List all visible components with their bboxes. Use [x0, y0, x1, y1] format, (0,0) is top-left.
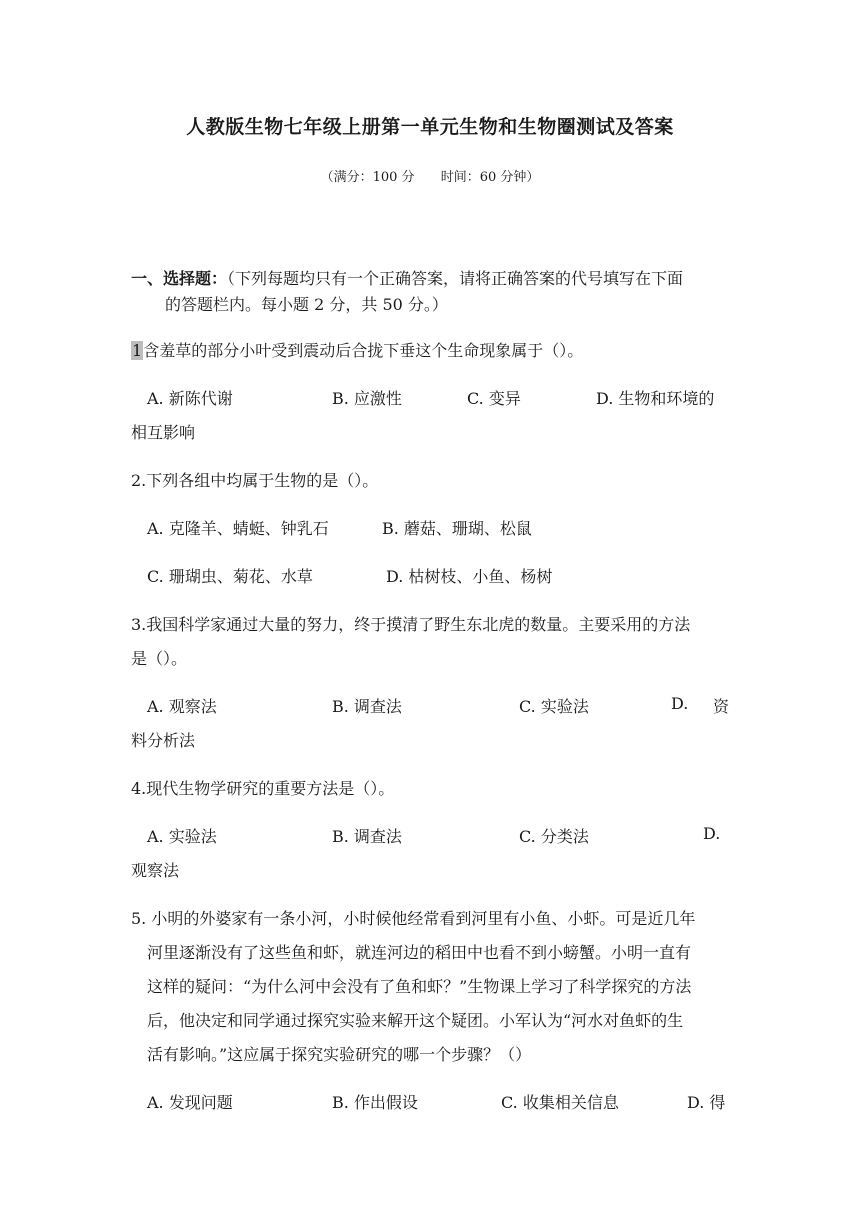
time-limit: 时间：60 分钟）	[440, 170, 540, 185]
q4-option-b: B. 调查法	[332, 827, 402, 846]
q4-option-d: D.	[703, 824, 721, 843]
question-3-cont: 是（）。	[131, 649, 188, 668]
question-5-line-4: 后，他决定和同学通过探究实验来解开这个疑团。小军认为“河水对鱼虾的生	[147, 1011, 684, 1030]
section-title: 一、选择题：	[131, 269, 228, 288]
q1-option-a: A. 新陈代谢	[147, 389, 233, 408]
question-3: 3.我国科学家通过大量的努力，终于摸清了野生东北虎的数量。主要采用的方法	[131, 615, 691, 634]
full-score: （满分：100 分	[320, 170, 415, 185]
q1-option-b: B. 应激性	[332, 389, 402, 408]
q4-option-wrap: 观察法	[131, 861, 180, 880]
q3-option-b: B. 调查法	[332, 697, 402, 716]
question-number: 1	[132, 341, 143, 360]
question-1	[131, 338, 583, 361]
document-title: 人教版生物七年级上册第一单元生物和生物圈测试及答案	[186, 116, 674, 138]
q1-option-c: C. 变异	[467, 389, 521, 408]
q3-option-a: A. 观察法	[147, 697, 217, 716]
q3-option-wrap: 料分析法	[131, 731, 196, 750]
q1-option-wrap: 相互影响	[131, 423, 196, 442]
q2-option-b: B. 蘑菇、珊瑚、松鼠	[382, 519, 532, 538]
q1-option-d: D. 生物和环境的	[596, 389, 715, 408]
q5-option-b: B. 作出假设	[332, 1093, 418, 1112]
question-text: 含羞草的部分小叶受到震动后合拢下垂这个生命现象属于（）。	[143, 341, 584, 360]
q5-option-d: D. 得	[687, 1093, 726, 1112]
q4-option-a: A. 实验法	[147, 827, 217, 846]
section-instruction-cont: 的答题栏内。每小题 2 分，共 50 分。）	[165, 295, 448, 314]
q3-option-c: C. 实验法	[519, 697, 589, 716]
score-time-info	[0, 166, 860, 185]
question-5-line-5: 活有影响。”这应属于探究实验研究的哪一个步骤？（）	[147, 1045, 532, 1064]
question-2: 2.下列各组中均属于生物的是（）。	[131, 471, 379, 490]
question-5-line-2: 河里逐渐没有了这些鱼和虾，就连河边的稻田中也看不到小螃蟹。小明一直有	[147, 943, 692, 962]
section-instruction: （下列每题均只有一个正确答案，请将正确答案的代号填写在下面	[227, 269, 684, 288]
question-4: 4.现代生物学研究的重要方法是（）。	[131, 779, 395, 798]
q5-option-a: A. 发现问题	[147, 1093, 233, 1112]
q2-option-a: A. 克隆羊、蜻蜓、钟乳石	[147, 519, 329, 538]
section-heading	[131, 266, 683, 289]
q2-option-c: C. 珊瑚虫、菊花、水草	[147, 567, 313, 586]
question-5-line-3: 这样的疑问：“为什么河中会没有了鱼和虾？”生物课上学习了科学探究的方法	[147, 977, 692, 996]
question-5: 5. 小明的外婆家有一条小河，小时候他经常看到河里有小鱼、小虾。可是近几年	[131, 909, 696, 928]
q3-option-d-text: 资	[713, 697, 730, 716]
q4-option-c: C. 分类法	[519, 827, 589, 846]
q5-option-c: C. 收集相关信息	[501, 1093, 619, 1112]
q3-option-d: D.	[671, 694, 689, 713]
q2-option-d: D. 枯树枝、小鱼、杨树	[386, 567, 553, 586]
